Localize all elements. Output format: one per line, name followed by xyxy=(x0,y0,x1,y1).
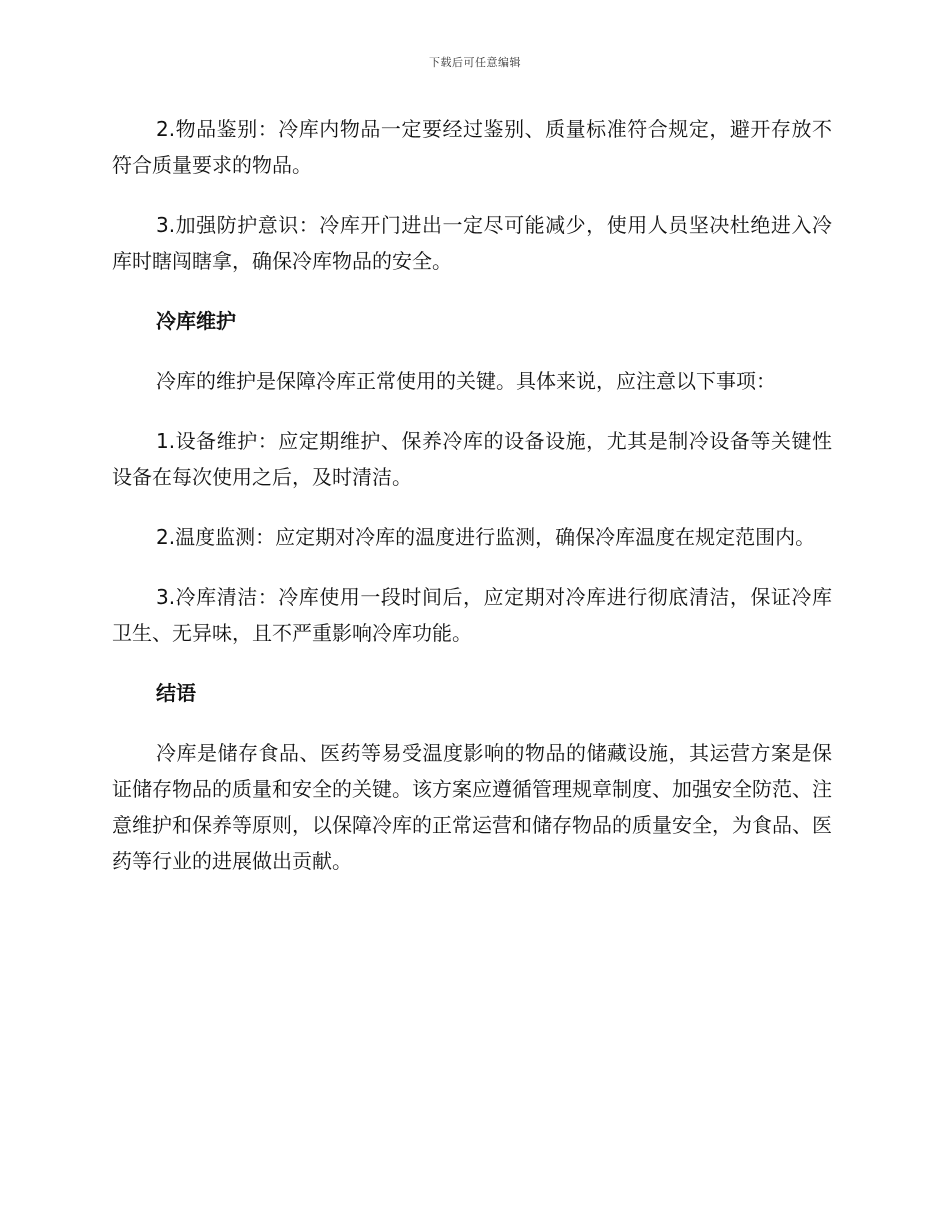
page-header: 下载后可任意编辑 xyxy=(429,56,521,69)
paragraph-cold-storage-cleaning: 3.冷库清洁：冷库使用一段时间后，应定期对冷库进行彻底清洁，保证冷库卫生、无异味，且不严重影响冷库功能。 xyxy=(112,585,832,645)
document-body xyxy=(112,111,832,903)
paragraph-item-identification: 2.物品鉴别：冷库内物品一定要经过鉴别、质量标准符合规定，避开存放不符合质量要求的物品。 xyxy=(112,117,832,177)
section-heading-maintenance: 冷库维护 xyxy=(156,309,236,333)
paragraph-conclusion: 冷库是储存食品、医药等易受温度影响的物品的储藏设施，其运营方案是保证储存物品的质量和安全的关键。该方案应遵循管理规章制度、加强安全防范、注意维护和保养等原则，以保障冷库的正常运营和储存物品的质量安全，为食品、医药等行业的进展做出贡献。 xyxy=(112,741,832,873)
paragraph-temperature-monitoring: 2.温度监测：应定期对冷库的温度进行监测，确保冷库温度在规定范围内。 xyxy=(156,525,816,549)
paragraph-protection-awareness: 3.加强防护意识：冷库开门进出一定尽可能减少，使用人员坚决杜绝进入冷库时瞎闯瞎拿，确保冷库物品的安全。 xyxy=(112,213,832,273)
paragraph-maintenance-intro: 冷库的维护是保障冷库正常使用的关键。具体来说，应注意以下事项： xyxy=(156,369,776,393)
section-heading-conclusion: 结语 xyxy=(156,681,196,705)
paragraph-equipment-maintenance: 1.设备维护：应定期维护、保养冷库的设备设施，尤其是制冷设备等关键性设备在每次使用之后，及时清洁。 xyxy=(112,429,832,489)
